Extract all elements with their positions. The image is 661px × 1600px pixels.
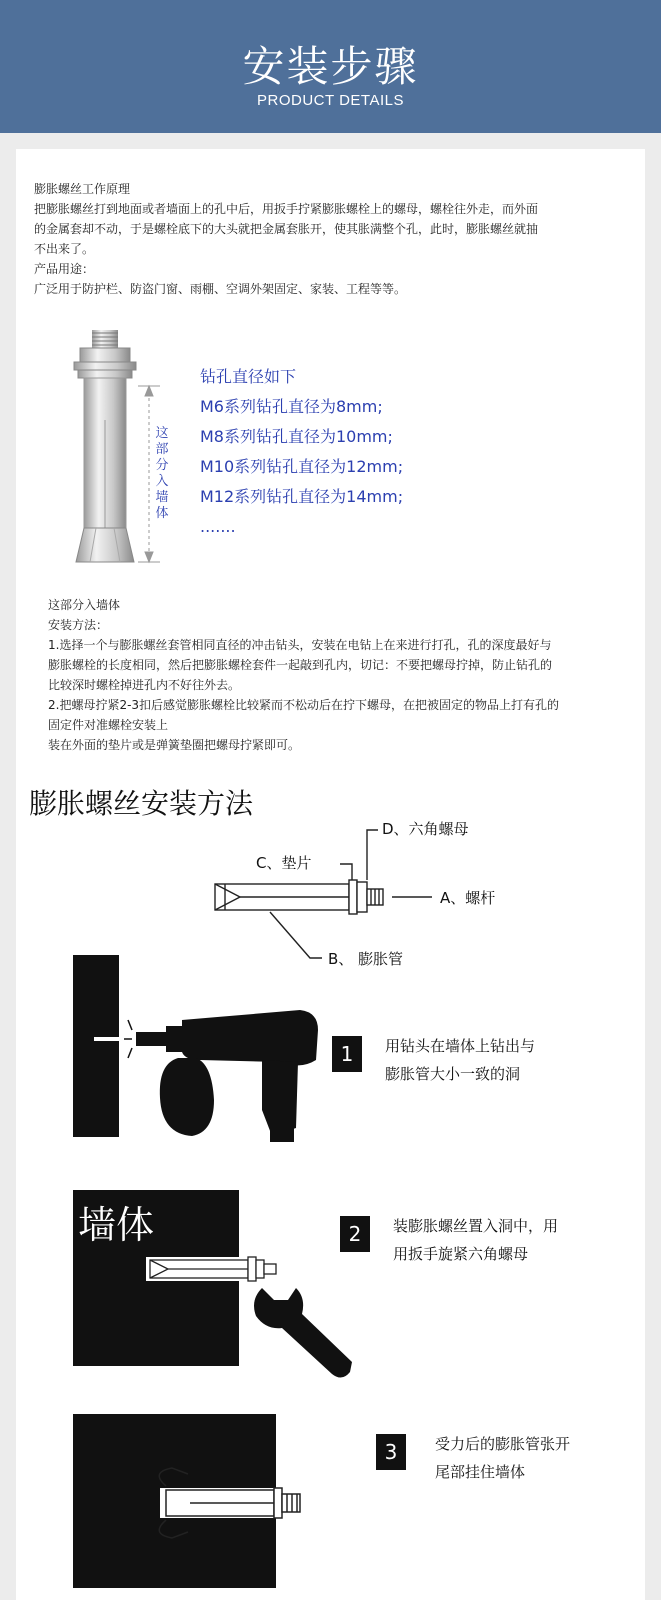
install-line: 1.选择一个与膨胀螺丝套管相同直径的冲击钻头，安装在电钻上在来进行打孔，孔的深度最好与 — [48, 638, 552, 652]
intro-line: 不出来了。 — [34, 242, 95, 256]
intro-line: 把膨胀螺丝打到地面或者墙面上的孔中后，用扳手拧紧膨胀螺栓上的螺母，螺栓往外走，而外面 — [34, 202, 539, 216]
drill-diameter-info — [200, 362, 403, 542]
page-title: 安装步骤 — [242, 42, 419, 91]
step-number-1: 1 — [332, 1036, 362, 1072]
cone-end — [76, 528, 134, 562]
drill-info-line: M8系列钻孔直径为10mm; — [200, 427, 393, 446]
drill-info-line: M12系列钻孔直径为14mm; — [200, 487, 404, 506]
label-bolt-rod: A、螺杆 — [440, 889, 496, 907]
step-line: 用钻头在墙体上钻出与 — [385, 1037, 536, 1055]
wall-part-label: 这部分入墙体 — [155, 426, 169, 521]
step-line: 膨胀管大小一致的洞 — [385, 1065, 521, 1083]
step-number-3: 3 — [376, 1434, 406, 1470]
drill-info-line: M6系列钻孔直径为8mm; — [200, 397, 383, 416]
drill-info-line: ....... — [200, 517, 236, 536]
washer — [74, 362, 136, 370]
wall-label: 墙体 — [78, 1203, 155, 1247]
drill-body — [182, 1010, 318, 1066]
wall-block — [73, 955, 119, 1137]
install-line: 固定件对准螺栓安装上 — [48, 718, 169, 732]
hex-nut — [80, 348, 130, 362]
section-title: 膨胀螺丝安装方法 — [29, 787, 254, 820]
drill-info-line: M10系列钻孔直径为12mm; — [200, 457, 404, 476]
step-line: 装膨胀螺丝置入洞中，用 — [393, 1217, 559, 1235]
install-line: 这部分入墙体 — [48, 598, 121, 612]
step-line: 受力后的膨胀管张开 — [435, 1435, 571, 1453]
step-line: 用扳手旋紧六角螺母 — [393, 1245, 529, 1263]
step-text-2 — [393, 1212, 558, 1268]
wrench — [254, 1288, 352, 1378]
step-number-2: 2 — [340, 1216, 370, 1252]
install-line: 膨胀螺栓的长度相同，然后把膨胀螺栓套件一起敲到孔内，切记：不要把螺母拧掉，防止钻孔的 — [48, 658, 553, 672]
page-subtitle: PRODUCT DETAILS — [257, 92, 404, 109]
parts-diagram — [215, 830, 432, 958]
intro-line: 的金属套却不动，于是螺栓底下的大头就把金属套胀开，使其胀满整个孔，此时，膨胀螺丝就抽 — [34, 222, 539, 236]
step-line: 尾部挂住墙体 — [435, 1463, 526, 1481]
step-text-3 — [435, 1430, 570, 1486]
label-washer: C、垫片 — [256, 854, 312, 872]
install-line: 2.把螺母拧紧2-3扣后感觉膨胀螺栓比较紧而不松动后在拧下螺母，在把被固定的物品上打有孔的 — [48, 698, 560, 712]
drill-handle — [262, 1060, 298, 1136]
step3-illustration — [73, 1414, 300, 1588]
step-text-1 — [385, 1032, 535, 1088]
intro-line: 广泛用于防护栏、防盗门窗、雨棚、空调外架固定、家装、工程等等。 — [34, 282, 407, 296]
step1-illustration — [73, 955, 318, 1142]
install-line: 比较深时螺栓掉进孔内不好往外去。 — [48, 678, 241, 692]
drill-info-line: 钻孔直径如下 — [200, 367, 297, 386]
install-paragraph — [48, 595, 559, 755]
label-expansion-tube: B、 膨胀管 — [328, 950, 404, 968]
install-line: 装在外面的垫片或是弹簧垫圈把螺母拧紧即可。 — [48, 738, 301, 752]
expansion-bolt-image — [74, 330, 136, 562]
label-hex-nut: D、六角螺母 — [382, 820, 469, 838]
drill-side-grip — [160, 1058, 214, 1136]
install-line: 安装方法： — [48, 618, 109, 632]
intro-line: 膨胀螺丝工作原理 — [34, 182, 131, 196]
intro-line: 产品用途： — [34, 262, 95, 276]
